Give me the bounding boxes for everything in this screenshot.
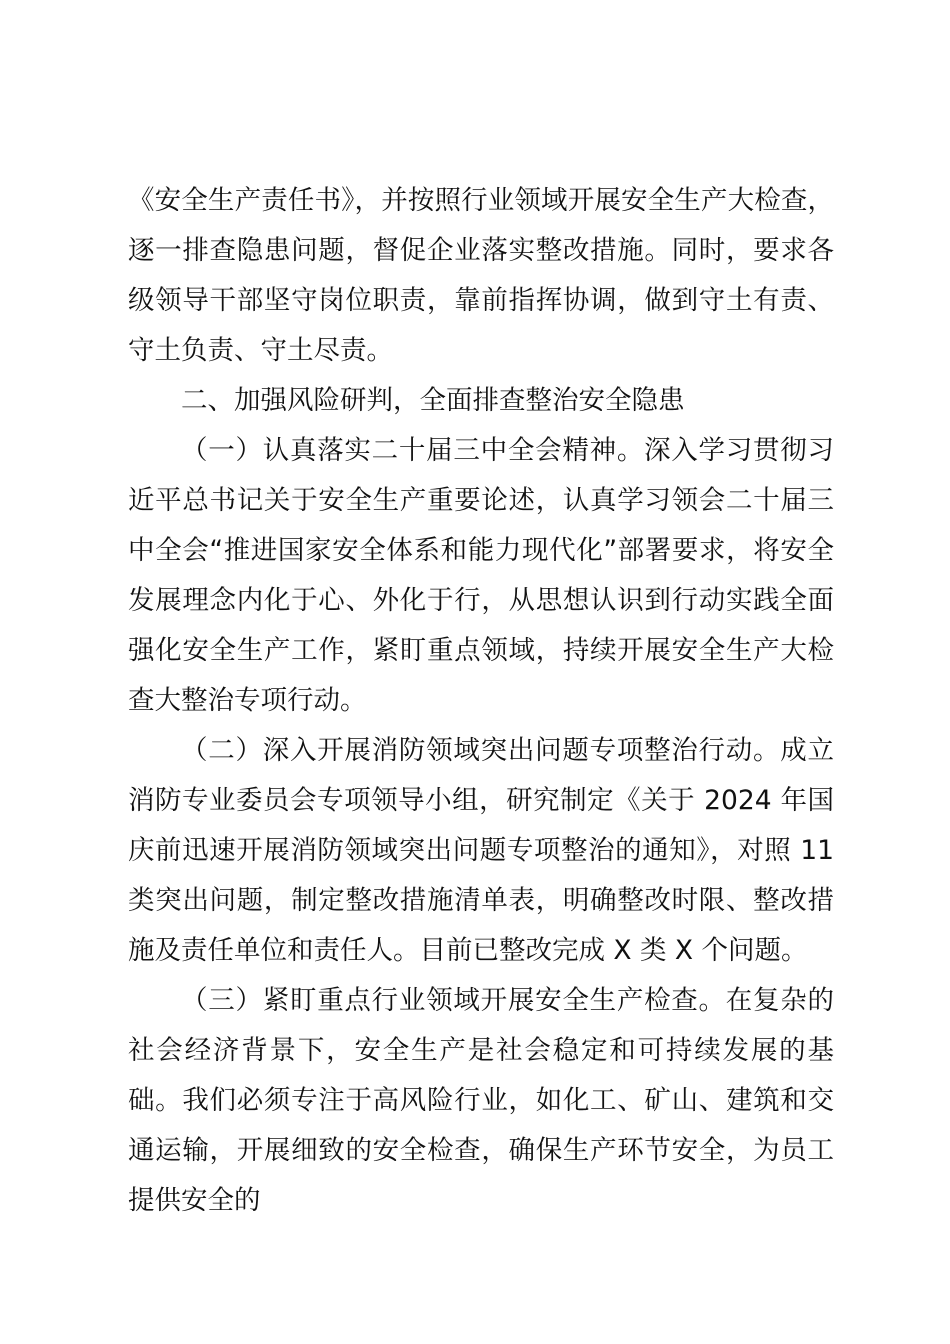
document-page (128, 176, 834, 1226)
section-heading: 二、加强风险研判，全面排查整治安全隐患 (181, 385, 685, 416)
body-paragraph-continued: 《安全生产责任书》，并按照行业领域开展安全生产大检查，逐一排查隐患问题，督促企业落实整改措施。同时，要求各级领导干部坚守岗位职责，靠前指挥协调，做到守土有责、守土负责、守土尽责。 (128, 185, 834, 366)
body-paragraph-2: （二）深入开展消防领域突出问题专项整治行动。成立消防专业委员会专项领导小组，研究制定《关于 2024 年国庆前迅速开展消防领域突出问题专项整治的通知》，对照 11 类突出问题，制定整改措施清单表，明确整改时限、整改措施及责任单位和责任人。目前已整改完成 X 类 X 个问题。 (128, 735, 834, 966)
body-paragraph-3: （三）紧盯重点行业领域开展安全生产检查。在复杂的社会经济背景下，安全生产是社会稳定和可持续发展的基础。我们必须专注于高风险行业，如化工、矿山、建筑和交通运输，开展细致的安全检查，确保生产环节安全，为员工提供安全的 (128, 985, 834, 1216)
body-paragraph-1: （一）认真落实二十届三中全会精神。深入学习贯彻习近平总书记关于安全生产重要论述，认真学习领会二十届三中全会“推进国家安全体系和能力现代化”部署要求，将安全发展理念内化于心、外化于行，从思想认识到行动实践全面强化安全生产工作，紧盯重点领域，持续开展安全生产大检查大整治专项行动。 (128, 435, 834, 716)
